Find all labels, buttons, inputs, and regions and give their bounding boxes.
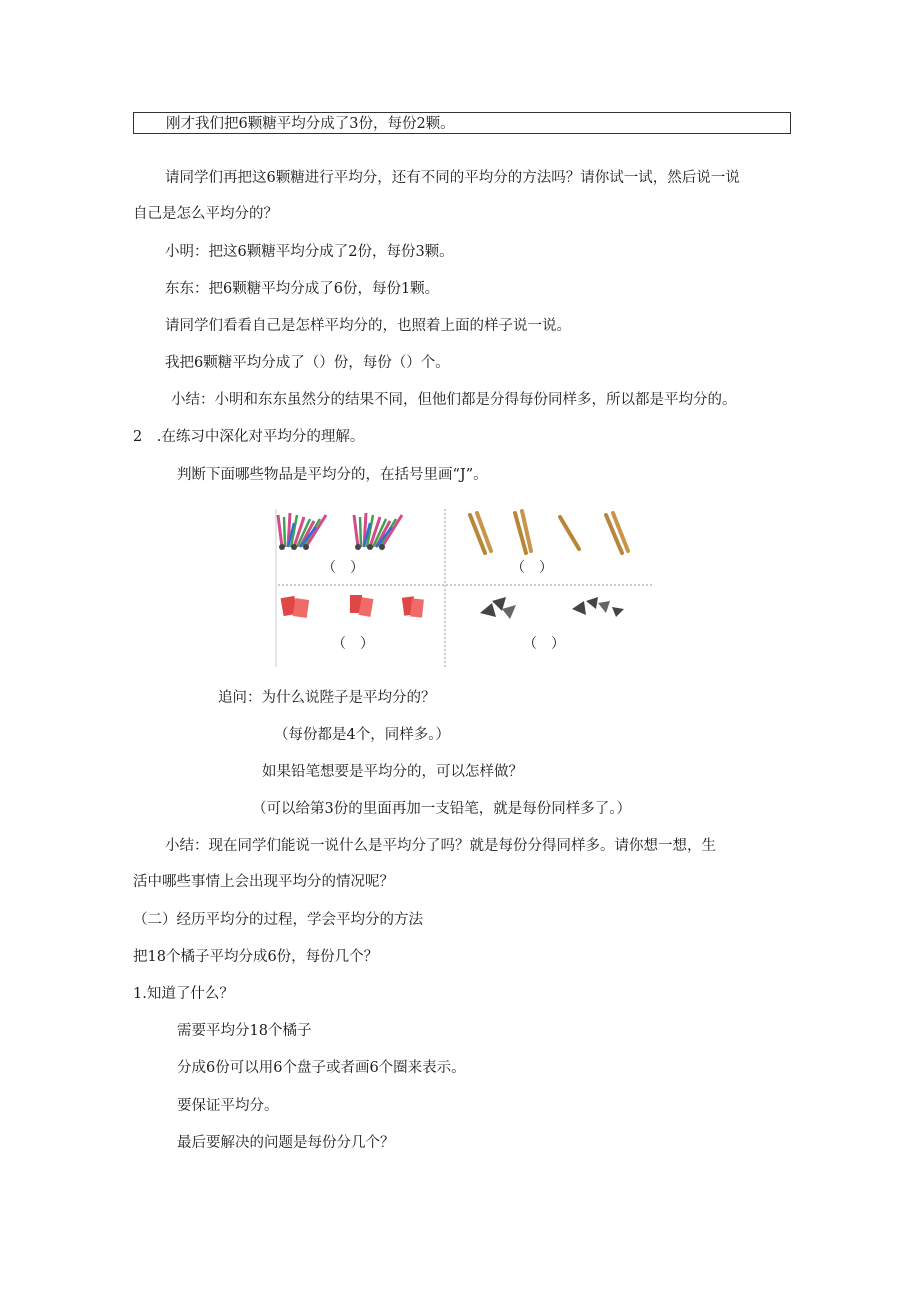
exercise-figure xyxy=(270,505,655,670)
boxed-sentence-text: 刚才我们把6颗糖平均分成了3份，每份2颗。 xyxy=(166,116,455,132)
summary-line: 小结：现在同学们能说一说什么是平均分了吗？就是每份分得同样多。请你想一想，生 xyxy=(165,838,716,854)
paragraph-line: 活中哪些事情上会出现平均分的情况呢？ xyxy=(133,874,394,890)
summary-line: 小结：小明和东东虽然分的结果不同，但他们都是分得每份同样多，所以都是平均分的。 xyxy=(171,392,737,408)
paragraph-line: 自己是怎么平均分的？ xyxy=(133,206,278,222)
paragraph-line: 判断下面哪些物品是平均分的，在括号里画“J”。 xyxy=(177,467,488,483)
answer-parentheses: （ ） xyxy=(523,636,565,652)
shuttlecock-small-icon-group xyxy=(480,597,624,619)
paragraph-line: 小明：把这6颗糖平均分成了2份，每份3颗。 xyxy=(165,244,454,260)
section-heading: 1.知道了什么？ xyxy=(133,986,234,1002)
question-line: 追问：为什么说陛子是平均分的？ xyxy=(218,690,436,706)
question-line: 如果铅笔想要是平均分的，可以怎样做？ xyxy=(262,764,523,780)
section-heading: （二）经历平均分的过程，学会平均分的方法 xyxy=(133,912,423,928)
answer-line: （可以给第3份的里面再加一支铅笔，就是每份同样多了。） xyxy=(252,801,631,817)
answer-parentheses: （ ） xyxy=(511,560,553,576)
red-card-icon-group xyxy=(281,595,424,618)
shuttlecock-icon-group-1 xyxy=(278,513,326,550)
answer-line: （每份都是4个，同样多。） xyxy=(274,727,450,743)
exercise-figure-svg xyxy=(270,505,655,670)
shuttlecock-icon-group-2 xyxy=(354,513,402,550)
paragraph-line: 我把6颗糖平均分成了（）份，每份（）个。 xyxy=(165,355,450,371)
list-item: 需要平均分18个橘子 xyxy=(177,1023,312,1039)
problem-line: 把18个橘子平均分成6份，每份几个？ xyxy=(133,949,379,965)
list-item: 最后要解决的问题是每份分几个？ xyxy=(177,1135,395,1151)
paragraph-line: 请同学们再把这6颗糖进行平均分，还有不同的平均分的方法吗？请你试一试，然后说一说 xyxy=(165,170,740,186)
answer-parentheses: （ ） xyxy=(332,636,374,652)
boxed-sentence xyxy=(133,112,791,134)
list-item: 要保证平均分。 xyxy=(177,1098,279,1114)
answer-parentheses: （ ） xyxy=(322,560,364,576)
paragraph-line: 东东：把6颗糖平均分成了6份，每份1颗。 xyxy=(165,281,440,297)
section-heading: 2 .在练习中深化对平均分的理解。 xyxy=(133,429,365,445)
paragraph-line: 请同学们看看自己是怎样平均分的，也照着上面的样子说一说。 xyxy=(165,318,571,334)
pencil-icon-group xyxy=(470,511,628,553)
list-item: 分成6份可以用6个盘子或者画6个圈来表示。 xyxy=(177,1060,466,1076)
